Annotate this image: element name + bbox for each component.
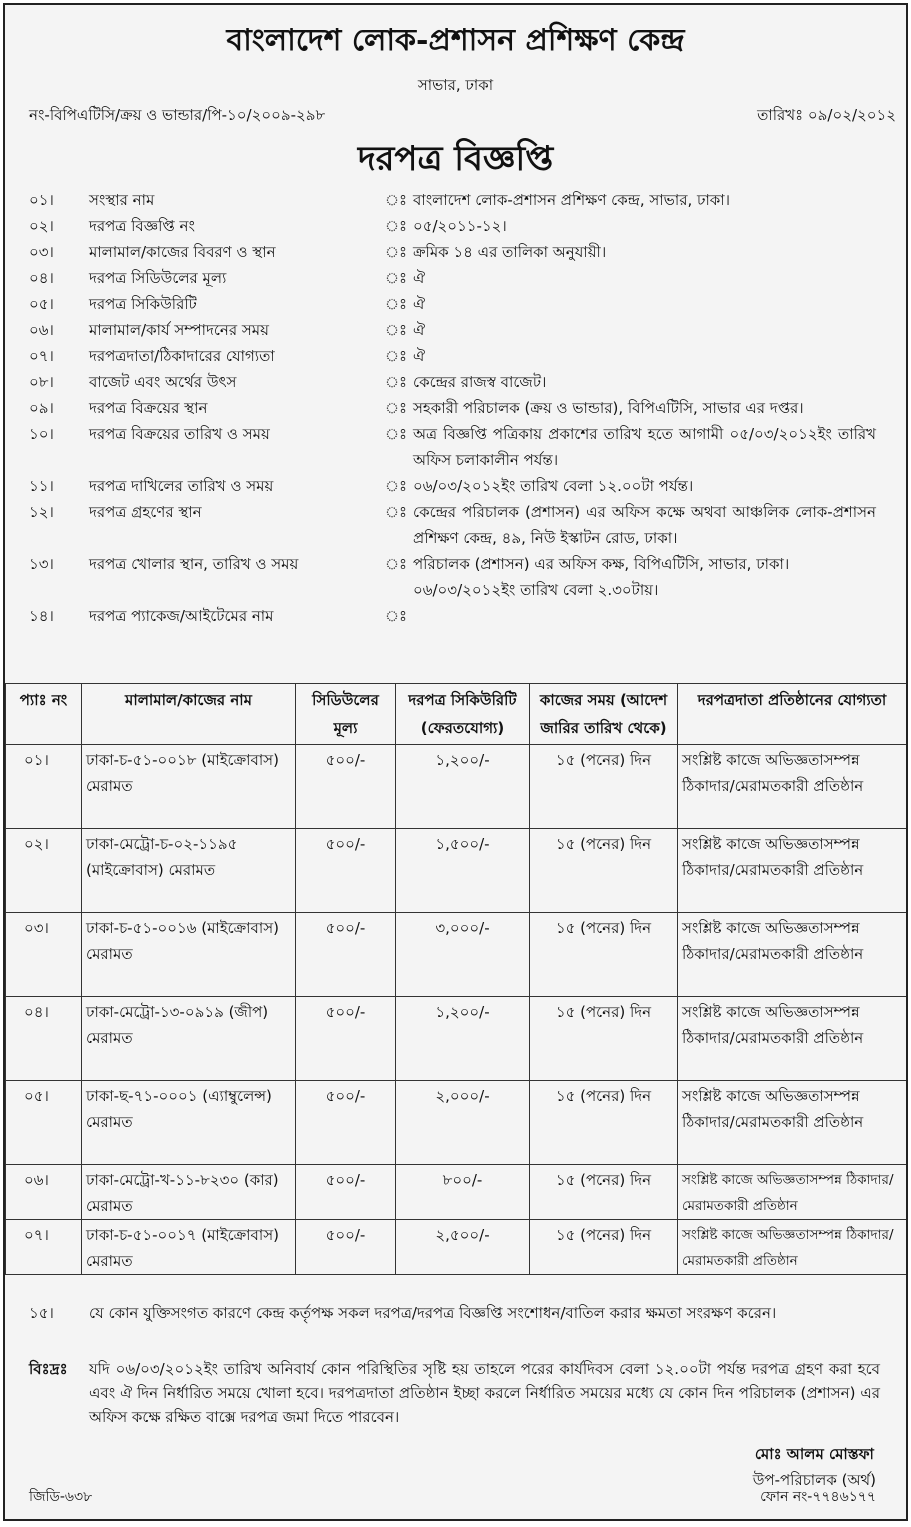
item-number: ০২। bbox=[29, 217, 54, 235]
notice-item bbox=[5, 317, 906, 343]
item-value: অত্র বিজ্ঞপ্তি পত্রিকায় প্রকাশের তারিখ হতে আগামী ০৫/০৩/২০১২ইং তারিখ অফিস চলাকালীন পর্যন্ত। bbox=[413, 425, 876, 469]
item-label: বাজেট এবং অর্থের উৎস bbox=[89, 373, 237, 391]
notice-item bbox=[5, 499, 906, 551]
item-value: কেন্দ্রের পরিচালক (প্রশাসন) এর অফিস কক্ষে অথবা আঞ্চলিক লোক-প্রশাসন প্রশিক্ষণ কেন্দ্র, ৪৯, নিউ ইস্কাটন রোড, ঢাকা। bbox=[413, 503, 876, 547]
item-colon: ঃ bbox=[385, 425, 408, 443]
package-table bbox=[5, 683, 907, 1275]
cell-security: ২,৫০০/- bbox=[396, 1220, 530, 1275]
cell-schedule-price: ৫০০/- bbox=[296, 745, 396, 829]
notice-item bbox=[5, 369, 906, 395]
notice-item bbox=[5, 239, 906, 265]
col-header-work-time: কাজের সময় (আদেশ জারির তারিখ থেকে) bbox=[530, 684, 678, 745]
notice-item bbox=[5, 265, 906, 291]
org-location: সাভার, ঢাকা bbox=[417, 76, 494, 94]
notice-item bbox=[5, 473, 906, 499]
item-label: দরপত্র খোলার স্থান, তারিখ ও সময় bbox=[89, 555, 299, 573]
item-value: ০৬/০৩/২০১২ইং তারিখ বেলা ১২.০০টা পর্যন্ত। bbox=[413, 477, 694, 495]
table-row bbox=[6, 1081, 907, 1165]
note-text: যদি ০৬/০৩/২০১২ইং তারিখ অনিবার্য কোন পরিস্থিতির সৃষ্টি হয় তাহলে পরের কার্যদিবস বেলা ১২.০০টা পর্যন্ত দরপত্র গ্রহণ করা হবে এবং ঐ দিন নির্ধারিত সময়ে খোলা হবে। দরপত্রদাতা প্রতিষ্ঠান ইচ্ছা করলে নির্ধারিত সময়ের মধ্যে যে কোন দিন পরিচালক (প্রশাসন) এর অফিস কক্ষে রক্ষিত বাক্সে দরপত্র জমা দিতে পারবেন। bbox=[89, 1360, 880, 1426]
item-label: দরপত্র সিডিউলের মূল্য bbox=[89, 269, 227, 287]
item-value: কেন্দ্রের রাজস্ব বাজেট। bbox=[413, 373, 547, 391]
cell-item-name: ঢাকা-চ-৫১-০০১৮ (মাইক্রোবাস) মেরামত bbox=[82, 745, 296, 829]
item-colon: ঃ bbox=[385, 607, 408, 625]
item-colon: ঃ bbox=[385, 347, 408, 365]
notice-item bbox=[5, 213, 906, 239]
cell-schedule-price: ৫০০/- bbox=[296, 997, 396, 1081]
cell-schedule-price: ৫০০/- bbox=[296, 1220, 396, 1275]
item-value: ঐ bbox=[413, 321, 426, 339]
gd-number: জিডি-৬৩৮ bbox=[29, 1489, 93, 1505]
notice-item bbox=[5, 291, 906, 317]
item-label: মালামাল/কাজের বিবরণ ও স্থান bbox=[89, 243, 276, 261]
col-header-package-no: প্যাঃ নং bbox=[6, 684, 82, 745]
item-number: ১৩। bbox=[29, 555, 54, 573]
col-header-security: দরপত্র সিকিউরিটি (ফেরতযোগ্য) bbox=[396, 684, 530, 745]
cell-qualification: সংশ্লিষ্ট কাজে অভিজ্ঞতাসম্পন্ন ঠিকাদার/মেরামতকারী প্রতিষ্ঠান bbox=[678, 1165, 907, 1220]
item-value: ঐ bbox=[413, 269, 426, 287]
cell-schedule-price: ৫০০/- bbox=[296, 1081, 396, 1165]
table-row bbox=[6, 1220, 907, 1275]
cell-item-name: ঢাকা-মেট্রো-১৩-০৯১৯ (জীপ) মেরামত bbox=[82, 997, 296, 1081]
item-label: মালামাল/কার্য সম্পাদনের সময় bbox=[89, 321, 269, 339]
cell-qualification: সংশ্লিষ্ট কাজে অভিজ্ঞতাসম্পন্ন ঠিকাদার/মেরামতকারী প্রতিষ্ঠান bbox=[678, 829, 907, 913]
notice-title: দরপত্র বিজ্ঞপ্তি bbox=[357, 139, 554, 179]
cell-qualification: সংশ্লিষ্ট কাজে অভিজ্ঞতাসম্পন্ন ঠিকাদার/মেরামতকারী প্রতিষ্ঠান bbox=[678, 1220, 907, 1275]
special-note bbox=[5, 1357, 906, 1429]
notice-item bbox=[5, 603, 906, 629]
cell-package-no: ০৫। bbox=[6, 1081, 82, 1165]
item-number: ০৯। bbox=[29, 399, 54, 417]
item-number: ০৭। bbox=[29, 347, 54, 365]
table-row bbox=[6, 745, 907, 829]
item-number: ১০। bbox=[29, 425, 54, 443]
cell-schedule-price: ৫০০/- bbox=[296, 829, 396, 913]
item-label: দরপত্র বিজ্ঞপ্তি নং bbox=[89, 217, 195, 235]
signer-name: মোঃ আলম মোস্তফা bbox=[754, 1445, 874, 1463]
tender-notice-page bbox=[3, 3, 908, 1521]
clause-text: যে কোন যুক্তিসংগত কারণে কেন্দ্র কর্তৃপক্ষ সকল দরপত্র/দরপত্র বিজ্ঞপ্তি সংশোধন/বাতিল করার ক্ষমতা সংরক্ষণ করেন। bbox=[89, 1304, 777, 1322]
cell-security: ১,৫০০/- bbox=[396, 829, 530, 913]
cell-package-no: ০৬। bbox=[6, 1165, 82, 1220]
item-label: দরপত্র বিক্রয়ের স্থান bbox=[89, 399, 208, 417]
table-row bbox=[6, 1165, 907, 1220]
cell-qualification: সংশ্লিষ্ট কাজে অভিজ্ঞতাসম্পন্ন ঠিকাদার/মেরামতকারী প্রতিষ্ঠান bbox=[678, 745, 907, 829]
cell-qualification: সংশ্লিষ্ট কাজে অভিজ্ঞতাসম্পন্ন ঠিকাদার/মেরামতকারী প্রতিষ্ঠান bbox=[678, 997, 907, 1081]
table-row bbox=[6, 997, 907, 1081]
item-colon: ঃ bbox=[385, 373, 408, 391]
notice-item bbox=[5, 421, 906, 473]
item-colon: ঃ bbox=[385, 191, 408, 209]
notice-item bbox=[5, 395, 906, 421]
item-colon: ঃ bbox=[385, 217, 408, 235]
cell-schedule-price: ৫০০/- bbox=[296, 913, 396, 997]
table-row bbox=[6, 829, 907, 913]
notice-item bbox=[5, 551, 906, 603]
item-colon: ঃ bbox=[385, 243, 408, 261]
item-label: সংস্থার নাম bbox=[89, 191, 155, 209]
item-value: ক্রমিক ১৪ এর তালিকা অনুযায়ী। bbox=[413, 243, 607, 261]
cell-package-no: ০৪। bbox=[6, 997, 82, 1081]
cell-work-time: ১৫ (পনের) দিন bbox=[530, 997, 678, 1081]
cell-qualification: সংশ্লিষ্ট কাজে অভিজ্ঞতাসম্পন্ন ঠিকাদার/মেরামতকারী প্রতিষ্ঠান bbox=[678, 913, 907, 997]
item-value bbox=[413, 603, 906, 629]
cell-security: ১,২০০/- bbox=[396, 997, 530, 1081]
item-label: দরপত্র গ্রহণের স্থান bbox=[89, 503, 202, 521]
signer-title: উপ-পরিচালক (অর্থ) bbox=[752, 1471, 876, 1489]
notice-item bbox=[5, 343, 906, 369]
org-name: বাংলাদেশ লোক-প্রশাসন প্রশিক্ষণ কেন্দ্র bbox=[226, 23, 685, 58]
reference-line bbox=[5, 105, 906, 125]
notice-date: তারিখঃ ০৯/০২/২০১২ bbox=[757, 106, 896, 124]
notice-items bbox=[5, 187, 906, 629]
item-number: ০৮। bbox=[29, 373, 54, 391]
cell-item-name: ঢাকা-মেট্রো-খ-১১-৮২৩০ (কার) মেরামত bbox=[82, 1165, 296, 1220]
phone-number: ফোন নং-৭৭৪৬১৭৭ bbox=[760, 1489, 876, 1505]
item-colon: ঃ bbox=[385, 321, 408, 339]
item-label: দরপত্র প্যাকেজ/আইটেমের নাম bbox=[89, 607, 274, 625]
item-value: ঐ bbox=[413, 347, 426, 365]
item-label: দরপত্র বিক্রয়ের তারিখ ও সময় bbox=[89, 425, 270, 443]
cell-security: ১,২০০/- bbox=[396, 745, 530, 829]
item-number: ১১। bbox=[29, 477, 54, 495]
item-value: ০৫/২০১১-১২। bbox=[413, 217, 507, 235]
table-row bbox=[6, 913, 907, 997]
item-colon: ঃ bbox=[385, 295, 408, 313]
cell-qualification: সংশ্লিষ্ট কাজে অভিজ্ঞতাসম্পন্ন ঠিকাদার/মেরামতকারী প্রতিষ্ঠান bbox=[678, 1081, 907, 1165]
cell-package-no: ০২। bbox=[6, 829, 82, 913]
item-number: ১৪। bbox=[29, 607, 54, 625]
col-header-schedule-price: সিডিউলের মূল্য bbox=[296, 684, 396, 745]
cell-item-name: ঢাকা-ছ-৭১-০০০১ (এ্যাম্বুলেন্স) মেরামত bbox=[82, 1081, 296, 1165]
cell-item-name: ঢাকা-মেট্রো-চ-০২-১১৯৫ (মাইক্রোবাস) মেরামত bbox=[82, 829, 296, 913]
cell-security: ৮০০/- bbox=[396, 1165, 530, 1220]
cell-item-name: ঢাকা-চ-৫১-০০১৭ (মাইক্রোবাস) মেরামত bbox=[82, 1220, 296, 1275]
col-header-qualification: দরপত্রদাতা প্রতিষ্ঠানের যোগ্যতা bbox=[678, 684, 907, 745]
cell-security: ৩,০০০/- bbox=[396, 913, 530, 997]
item-number: ০৬। bbox=[29, 321, 54, 339]
item-colon: ঃ bbox=[385, 399, 408, 417]
item-label: দরপত্রদাতা/ঠিকাদারের যোগ্যতা bbox=[89, 347, 275, 365]
cell-schedule-price: ৫০০/- bbox=[296, 1165, 396, 1220]
item-value: সহকারী পরিচালক (ক্রয় ও ভান্ডার), বিপিএটিসি, সাভার এর দপ্তর। bbox=[413, 399, 804, 417]
col-header-item-name: মালামাল/কাজের নাম bbox=[82, 684, 296, 745]
item-label: দরপত্র সিকিউরিটি bbox=[89, 295, 197, 313]
item-label: দরপত্র দাখিলের তারিখ ও সময় bbox=[89, 477, 274, 495]
cell-work-time: ১৫ (পনের) দিন bbox=[530, 1081, 678, 1165]
note-label: বিঃদ্রঃ bbox=[29, 1360, 68, 1378]
cell-package-no: ০৭। bbox=[6, 1220, 82, 1275]
cell-work-time: ১৫ (পনের) দিন bbox=[530, 1220, 678, 1275]
clause-15 bbox=[5, 1301, 906, 1325]
item-value: ঐ bbox=[413, 295, 426, 313]
cell-item-name: ঢাকা-চ-৫১-০০১৬ (মাইক্রোবাস) মেরামত bbox=[82, 913, 296, 997]
item-number: ০১। bbox=[29, 191, 54, 209]
table-header-row bbox=[6, 684, 907, 745]
clause-number: ১৫। bbox=[29, 1304, 54, 1322]
item-number: ১২। bbox=[29, 503, 54, 521]
item-colon: ঃ bbox=[385, 477, 408, 495]
cell-work-time: ১৫ (পনের) দিন bbox=[530, 1165, 678, 1220]
item-colon: ঃ bbox=[385, 503, 408, 521]
cell-package-no: ০৩। bbox=[6, 913, 82, 997]
item-value: পরিচালক (প্রশাসন) এর অফিস কক্ষ, বিপিএটিসি, সাভার, ঢাকা। ০৬/০৩/২০১২ইং তারিখ বেলা ২.৩০টায়। bbox=[413, 555, 790, 599]
item-number: ০৫। bbox=[29, 295, 54, 313]
item-colon: ঃ bbox=[385, 555, 408, 573]
cell-security: ২,০০০/- bbox=[396, 1081, 530, 1165]
notice-item bbox=[5, 187, 906, 213]
item-colon: ঃ bbox=[385, 269, 408, 287]
cell-work-time: ১৫ (পনের) দিন bbox=[530, 745, 678, 829]
memo-number: নং-বিপিএটিসি/ক্রয় ও ভান্ডার/পি-১০/২০০৯-২৯৮ bbox=[29, 106, 326, 124]
cell-package-no: ০১। bbox=[6, 745, 82, 829]
item-number: ০৩। bbox=[29, 243, 54, 261]
cell-work-time: ১৫ (পনের) দিন bbox=[530, 913, 678, 997]
item-number: ০৪। bbox=[29, 269, 54, 287]
cell-work-time: ১৫ (পনের) দিন bbox=[530, 829, 678, 913]
item-value: বাংলাদেশ লোক-প্রশাসন প্রশিক্ষণ কেন্দ্র, সাভার, ঢাকা। bbox=[413, 191, 731, 209]
